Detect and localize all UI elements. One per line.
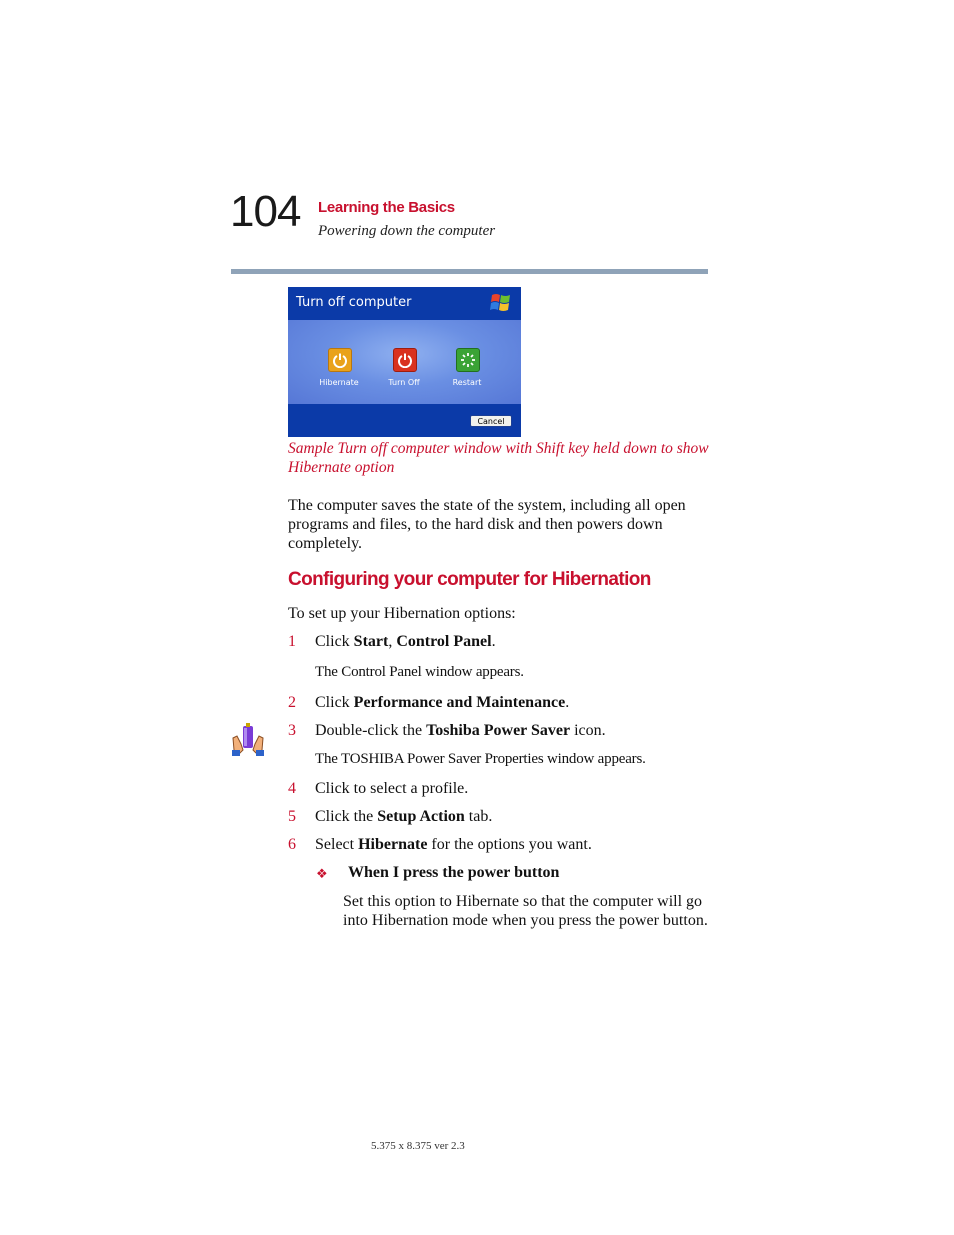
footer-note: 5.375 x 8.375 ver 2.3 — [371, 1140, 465, 1152]
step-number: 2 — [288, 694, 296, 711]
step-number: 3 — [288, 722, 296, 739]
intro-text: To set up your Hibernation options: — [288, 605, 516, 622]
hibernate-button[interactable] — [309, 348, 369, 387]
hibernate-icon — [328, 348, 352, 372]
turn-off-button[interactable] — [374, 348, 434, 387]
page-number: 104 — [230, 187, 301, 236]
section-title: Powering down the computer — [318, 223, 496, 239]
step-text: Double-click the Toshiba Power Saver icon. — [315, 722, 606, 739]
step-number: 6 — [288, 836, 296, 853]
step-text: Click Start, Control Panel. — [315, 633, 496, 650]
restart-label: Restart — [452, 378, 482, 387]
restart-button[interactable] — [437, 348, 497, 387]
dialog-title: Turn off computer — [296, 295, 412, 310]
power-icon — [393, 348, 417, 372]
step-text: Click Performance and Maintenance. — [315, 694, 570, 711]
step-result: The Control Panel window appears. — [315, 664, 524, 680]
step-text: Select Hibernate for the options you want. — [315, 836, 592, 853]
hibernate-label: Hibernate — [319, 378, 359, 387]
turn-off-label: Turn Off — [388, 378, 420, 387]
step-number: 4 — [288, 780, 296, 797]
dialog-titlebar — [288, 287, 521, 320]
figure-caption: Sample Turn off computer window with Shift key held down to show Hibernate option — [288, 440, 709, 476]
turn-off-computer-dialog — [288, 287, 521, 437]
cancel-button[interactable]: Cancel — [470, 415, 512, 427]
step-number: 1 — [288, 633, 296, 650]
header-rule — [231, 269, 708, 274]
dialog-body — [288, 320, 521, 404]
body-paragraph: The computer saves the state of the system, including all open programs and files, to the hard disk and then powers down completely. — [288, 497, 686, 552]
tip-hands-battery-icon — [230, 722, 266, 758]
bullet-body: Set this option to Hibernate so that the computer will go into Hibernation mode when you press the power button. — [343, 893, 708, 929]
bullet-title: When I press the power button — [348, 864, 560, 881]
chapter-title: Learning the Basics — [318, 199, 455, 216]
step-result: The TOSHIBA Power Saver Properties window appears. — [315, 751, 646, 767]
step-text: Click to select a profile. — [315, 780, 469, 797]
step-number: 5 — [288, 808, 296, 825]
diamond-bullet-icon: ❖ — [316, 866, 328, 881]
windows-logo-icon — [489, 292, 515, 314]
section-heading: Configuring your computer for Hibernation — [288, 569, 651, 590]
restart-icon — [456, 348, 480, 372]
step-text: Click the Setup Action tab. — [315, 808, 493, 825]
